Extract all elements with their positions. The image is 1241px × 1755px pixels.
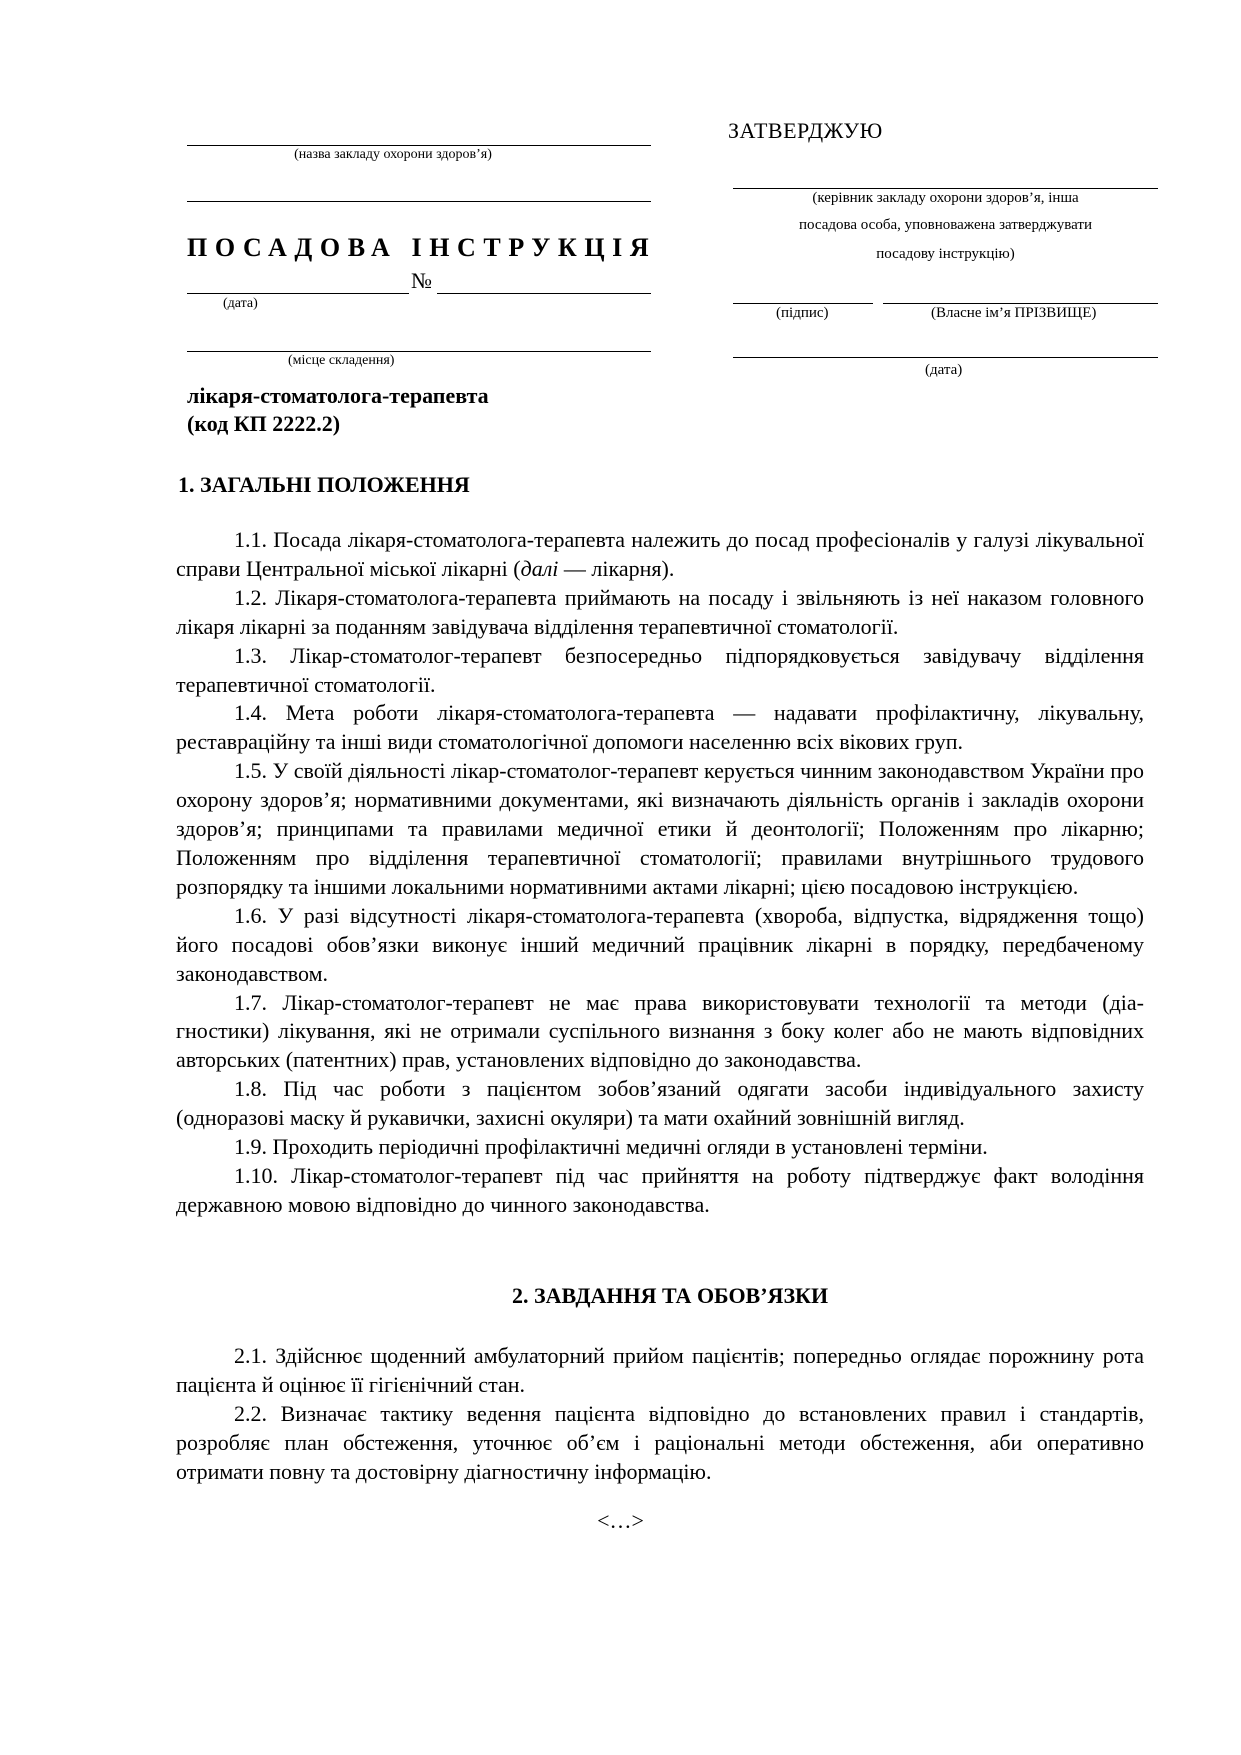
- paragraph-1-7: 1.7. Лікар-стоматолог-терапевт не має права використовувати технології та методи (діа-гностики) лікування, які не отримали суспільного визнання з боку колег або не мають відповідних авторських (патентних) прав, установлених відповідно до законодавства.: [176, 989, 1144, 1073]
- paragraph-1-4: 1.4. Мета роботи лікаря-стоматолога-терапевта — надавати профілактичну, лікувальну, реставраційну та інші види стоматологічної допомоги населенню всіх вікових груп.: [176, 700, 1144, 755]
- position-code: (код КП 2222.2): [187, 411, 341, 436]
- paragraph-2-1: 2.1. Здійснює щоденний амбулаторний прийом пацієнтів; попередньо оглядає порожнину рота пацієнта й оцінює її гігієнічний стан.: [176, 1343, 1144, 1397]
- paragraph-1-9: 1.9. Проходить періодичні профілактичні медичні огляди в установлені терміни.: [234, 1134, 988, 1160]
- head-caption-3: посадову інструкцію): [876, 246, 1015, 262]
- approval-date-caption: (дата): [925, 362, 963, 378]
- approve-title: ЗАТВЕРДЖУЮ: [728, 118, 883, 143]
- position-title: лікаря-стоматолога-терапевта: [187, 383, 489, 408]
- date-line: [187, 293, 409, 294]
- document-title: ПОСАДОВА ІНСТРУКЦІЯ: [187, 233, 657, 262]
- place-line: [187, 351, 651, 352]
- place-caption: (місце складення): [288, 353, 395, 368]
- signature-caption: (підпис): [776, 305, 829, 321]
- head-line: [733, 188, 1158, 189]
- section-2-heading: 2. ЗАВДАННЯ ТА ОБОВ’ЯЗКИ: [512, 1283, 829, 1308]
- name-caption: (Власне ім’я ПРІЗВИЩЕ): [931, 305, 1097, 321]
- paragraph-1-1-text-b: — лікарня).: [558, 555, 675, 581]
- paragraph-1-3: 1.3. Лікар-стоматолог-терапевт безпосередньо підпорядковується завідувачу відділення терапевтичної стоматології.: [176, 642, 1144, 697]
- institution-name-line-2: [187, 201, 651, 202]
- signature-line: [733, 303, 873, 304]
- continuation-ellipsis: <…>: [597, 1508, 644, 1533]
- paragraph-1-1-text-a: 1.1. Посада лікаря-стоматолога-терапевта належить до посад професіоналів у галузі лікувальної справи Центральної міської лікарні (: [176, 527, 1144, 581]
- paragraph-2-2: 2.2. Визначає тактику ведення пацієнта відповідно до встановлених правил і стандартів, розробляє план обстеження, уточнює об’єм і раціональні методи обстеження, аби оперативно отримати повну та достовірну діагностичну інформацію.: [176, 1400, 1144, 1484]
- head-caption-1: (керівник закладу охорони здоров’я, інша: [812, 190, 1079, 206]
- head-caption-2: посадова особа, уповноважена затверджувати: [798, 217, 1093, 233]
- paragraph-1-8: 1.8. Під час роботи з пацієнтом зобов’язаний одягати засоби індивідуального захисту (одноразові маску й рукавички, захисні окуляри) та мати охайний зовнішній вигляд.: [176, 1076, 1144, 1131]
- section-1-body: [176, 526, 1144, 1220]
- paragraph-1-5: 1.5. У своїй діяльності лікар-стоматолог-терапевт керується чинним законодавством України про охорону здоров’я; нормативними документами, які визначають діяльність органів і закладів охорони здоров’я; принципами та правилами медичної етики й деонтології; Положенням про лікарню; Положенням про відділення терапевтичної стоматології; правилами внутрішнього трудового розпорядку та іншими локальними нормативними актами лікарні; цією посадовою інструкцією.: [176, 758, 1144, 899]
- section-1-heading: 1. ЗАГАЛЬНІ ПОЛОЖЕННЯ: [178, 472, 470, 497]
- paragraph-1-1-italic: далі: [520, 555, 559, 581]
- name-line: [883, 303, 1158, 304]
- number-line: [437, 293, 651, 294]
- paragraph-1-6: 1.6. У разі відсутності лікаря-стоматолога-терапевта (хвороба, відпустка, відрядження тощо) його посадові обов’язки виконує інший медичний працівник лікарні в порядку, передбаченому законодавством.: [176, 902, 1144, 986]
- number-sign: №: [411, 268, 432, 293]
- date-caption: (дата): [223, 296, 258, 311]
- institution-name-caption: (назва закладу охорони здоров’я): [294, 147, 492, 162]
- approval-date-line: [733, 357, 1158, 358]
- paragraph-1-10: 1.10. Лікар-стоматолог-терапевт під час прийняття на роботу підтверджує факт володіння державною мовою відповідно до чинного законодавства.: [176, 1162, 1144, 1217]
- paragraph-1-2: 1.2. Лікаря-стоматолога-терапевта приймають на посаду і звільняють із неї наказом головного лікаря лікарні за поданням завідувача відділення терапевтичної стоматології.: [176, 584, 1144, 639]
- paragraph-1-1: [176, 526, 1144, 584]
- section-2-body: [176, 1342, 1144, 1487]
- institution-name-line: [187, 145, 651, 146]
